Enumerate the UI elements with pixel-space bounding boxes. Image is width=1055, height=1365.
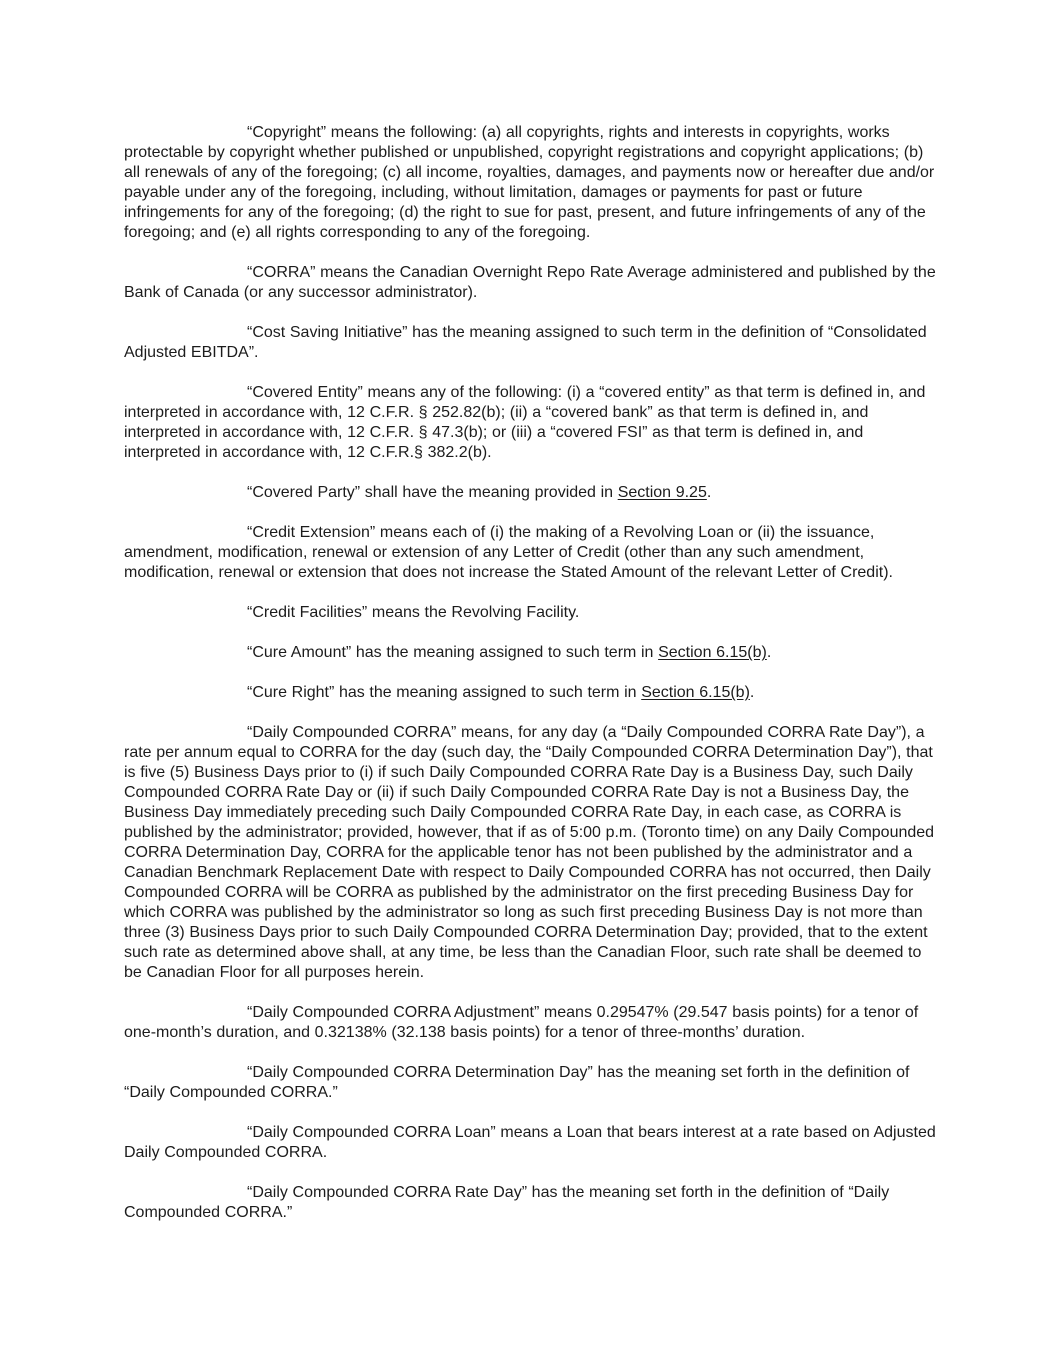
definition-para-covered-entity <box>124 383 936 463</box>
paragraph-text: “Daily Compounded CORRA Rate Day” has the meaning set forth in the definition of “Daily Compounded CORRA.” <box>124 1184 890 1221</box>
paragraph-text: “Cure Right” has the meaning assigned to such term in <box>247 684 642 701</box>
section-9-25-link[interactable]: Section 9.25 <box>617 484 707 501</box>
definition-para-credit-facilities <box>124 603 936 623</box>
paragraph-text: “Daily Compounded CORRA” means, for any day (a “Daily Compounded CORRA Rate Day”), a rate per annum equal to CORRA for the day (such day, the “Daily Compounded CORRA Determination Day”), that is five (5) Business Days prior to (i) if such Daily Compounded CORRA Rate Day is a Business Day, such Daily Compounded CORRA Rate Day or (ii) if such Daily Compounded CORRA Rate Day is not a Business Day, the Business Day immediately preceding such Daily Compounded CORRA Rate Day, in each case, as CORRA is published by the administrator; provided, however, that if as of 5:00 p.m. (Toronto time) on any Daily Compounded CORRA Determination Day, CORRA for the applicable tenor has not been published by the administrator and a Canadian Benchmark Replacement Date with respect to Daily Compounded CORRA has not occurred, then Daily Compounded CORRA will be CORRA as published by the administrator on the first preceding Business Day for which CORRA was published by the administrator so long as such first preceding Business Day is not more than three (3) Business Days prior to such Daily Compounded CORRA Determination Day; provided, that to the extent such rate as determined above shall, at any time, be less than the Canadian Floor, such rate shall be deemed to be Canadian Floor for all purposes herein. <box>124 724 935 981</box>
paragraph-text: . <box>706 484 712 501</box>
paragraph-text: . <box>749 684 755 701</box>
paragraph-text: “Copyright” means the following: (a) all copyrights, rights and interests in copyrights, works protectable by copyright whether published or unpublished, copyright registrations and copyright applications; (b) all renewals of any of the foregoing; (c) all income, royalties, damages, and payments now or hereafter due and/or payable under any of the foregoing, including, without limitation, damages or payments for past or future infringements for any of the foregoing; (d) the right to sue for past, present, and future infringements of any of the foregoing; and (e) all rights corresponding to any of the foregoing. <box>124 124 935 241</box>
definition-para-copyright <box>124 123 936 243</box>
paragraph-text: “Daily Compounded CORRA Loan” means a Loan that bears interest at a rate based on Adjusted Daily Compounded CORRA. <box>124 1124 936 1161</box>
paragraph-text: “Daily Compounded CORRA Adjustment” means 0.29547% (29.547 basis points) for a tenor of one-month’s duration, and 0.32138% (32.138 basis points) for a tenor of three-months’ duration. <box>124 1004 919 1041</box>
definition-para-daily-compounded-corra-determination-day <box>124 1063 936 1103</box>
paragraph-text: “CORRA” means the Canadian Overnight Repo Rate Average administered and published by the Bank of Canada (or any successor administrator). <box>124 264 936 301</box>
definition-para-daily-compounded-corra-loan <box>124 1123 936 1163</box>
definition-para-cure-right <box>124 683 936 703</box>
definition-para-credit-extension <box>124 523 936 583</box>
definition-para-covered-party <box>124 483 936 503</box>
definition-para-corra <box>124 263 936 303</box>
definition-para-daily-compounded-corra <box>124 723 936 983</box>
definition-para-cost-saving-initiative <box>124 323 936 363</box>
paragraph-text: . <box>766 644 772 661</box>
paragraph-text: “Covered Entity” means any of the following: (i) a “covered entity” as that term is defined in, and interpreted in accordance with, 12 C.F.R. § 252.82(b); (ii) a “covered bank” as that term is defined in, and interpreted in accordance with, 12 C.F.R. § 47.3(b); or (iii) a “covered FSI” as that term is defined in, and interpreted in accordance with, 12 C.F.R.§ 382.2(b). <box>124 384 926 461</box>
paragraph-text: “Covered Party” shall have the meaning provided in <box>247 484 618 501</box>
section-6-15b-link[interactable]: Section 6.15(b) <box>658 644 767 661</box>
paragraph-text: “Cost Saving Initiative” has the meaning assigned to such term in the definition of “Consolidated Adjusted EBITDA”. <box>124 324 927 361</box>
paragraph-text: “Credit Extension” means each of (i) the making of a Revolving Loan or (ii) the issuance, amendment, modification, renewal or extension of any Letter of Credit (other than any such amendment, modification, renewal or extension that does not increase the Stated Amount of the relevant Letter of Credit). <box>124 524 893 581</box>
definition-para-daily-compounded-corra-adjustment <box>124 1003 936 1043</box>
definition-para-daily-compounded-corra-rate-day <box>124 1183 936 1223</box>
definition-para-cure-amount <box>124 643 936 663</box>
paragraph-text: “Cure Amount” has the meaning assigned to such term in <box>247 644 659 661</box>
paragraph-text: “Daily Compounded CORRA Determination Day” has the meaning set forth in the definition of “Daily Compounded CORRA.” <box>124 1064 910 1101</box>
paragraph-text: “Credit Facilities” means the Revolving Facility. <box>247 604 580 621</box>
section-6-15b-link[interactable]: Section 6.15(b) <box>641 684 750 701</box>
